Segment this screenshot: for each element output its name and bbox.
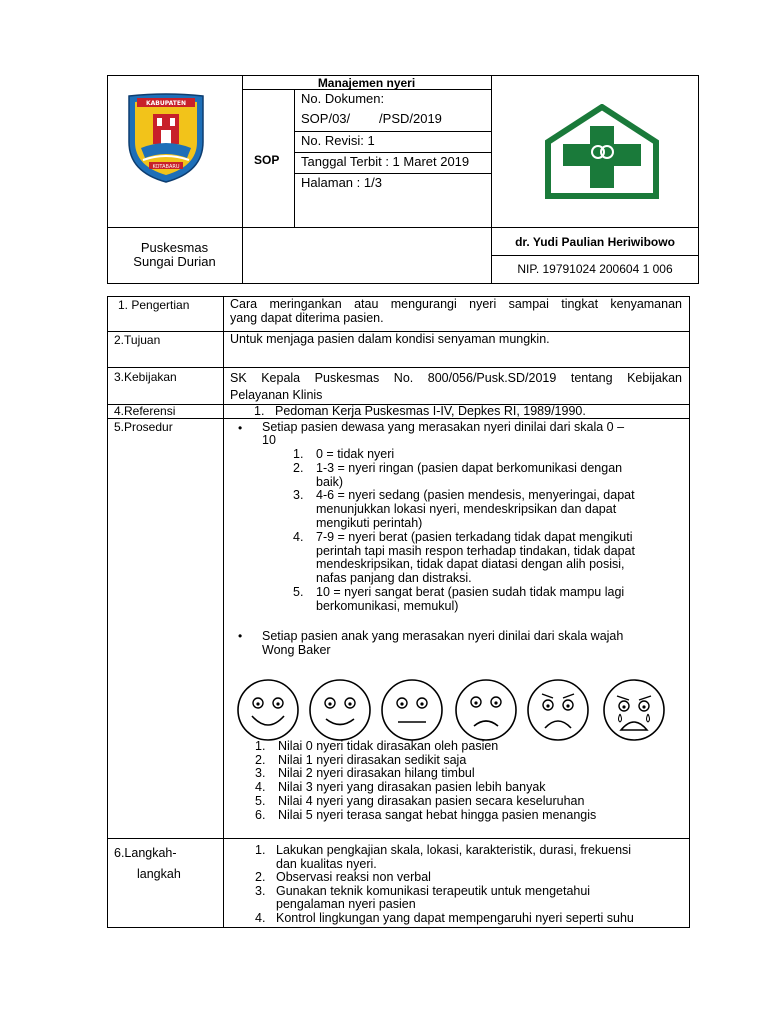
pain-scale-item-text: 0 = tidak nyeri <box>316 447 395 461</box>
nilai-item-num: 3. <box>255 766 266 781</box>
text-referensi: Pedoman Kerja Puskesmas I-IV, Depkes RI, 1989/1990. <box>275 404 586 418</box>
pain-scale-item-text: baik) <box>316 474 344 489</box>
pain-scale-item-text: mendeskripsikan, tidak dapat diatasi dengan alih posisi, <box>316 557 625 572</box>
pain-scale-item-num: 3. <box>293 488 304 503</box>
crest-text-bottom: KOTABARU <box>152 164 180 170</box>
face-0-icon <box>238 680 298 740</box>
nilai-item-num: 2. <box>255 752 266 767</box>
langkah-item-num: 4. <box>255 911 266 925</box>
langkah-item-text: Lakukan pengkajian skala, lokasi, karakteristik, durasi, frekuensi <box>276 843 632 857</box>
text-pengertian: Cara meringankan atau mengurangi nyeri sampai tingkat kenyamanan yang dapat diterima pasien. <box>230 297 682 325</box>
langkah-item-text: Observasi reaksi non verbal <box>276 870 431 885</box>
nilai-item-num: 5. <box>255 793 266 808</box>
revision-no: No. Revisi: 1 <box>301 133 375 148</box>
langkah-item-text: Gunakan teknik komunikasi terapeutik untuk mengetahui <box>276 883 591 898</box>
nilai-item-num: 4. <box>255 780 266 795</box>
langkah-item-num: 3. <box>255 883 266 898</box>
prosedur-bullet1: Setiap pasien dewasa yang merasakan nyeri dinilai dari skala 0 – 10 <box>262 420 625 447</box>
langkah-item-text: dan kualitas nyeri. <box>276 856 377 871</box>
issue-date: Tanggal Terbit : 1 Maret 2019 <box>301 154 470 169</box>
pain-scale-item-text: menunjukkan lokasi nyeri, mendeskripsikan dan dapat <box>316 502 617 517</box>
nilai-item-text: Nilai 2 nyeri dirasakan hilang timbul <box>278 766 475 781</box>
face-4-icon <box>528 680 588 740</box>
doc-no-value: SOP/03/ /PSD/2019 <box>301 111 442 126</box>
pain-scale-item-num: 4. <box>293 529 304 544</box>
bullet-icon: • <box>238 629 243 643</box>
langkah-item-text: Kontrol lingkungan yang dapat mempengaruhi nyeri seperti suhu <box>276 911 634 925</box>
face-2-icon <box>382 680 442 740</box>
signer-nip: NIP. 19791024 200604 1 006 <box>517 262 673 276</box>
label-langkah: 6.Langkah- langkah <box>114 846 181 881</box>
referensi-num: 1. <box>254 404 265 418</box>
crest-text-top: KABUPATEN <box>146 100 186 107</box>
puskesmas-cross-icon <box>543 104 661 200</box>
label-referensi: 4.Referensi <box>114 404 176 418</box>
label-pengertian: 1. Pengertian <box>118 298 190 312</box>
kabupaten-crest-icon <box>125 92 207 184</box>
nilai-item-text: Nilai 3 nyeri yang dirasakan pasien lebih banyak <box>278 780 546 795</box>
nilai-item-num: 6. <box>255 807 266 822</box>
org-name: Puskesmas Sungai Durian <box>133 240 216 269</box>
nilai-item-text: Nilai 4 nyeri yang dirasakan pasien secara keseluruhan <box>278 793 585 808</box>
sop-title: Manajemen nyeri <box>317 76 416 90</box>
nilai-item-num: 1. <box>255 739 266 753</box>
langkah-item-text: pengalaman nyeri pasien <box>276 897 416 912</box>
signer-name: dr. Yudi Paulian Heriwibowo <box>515 235 675 249</box>
text-kebijakan: SK Kepala Puskesmas No. 800/056/Pusk.SD/2019 tentang Kebijakan Pelayanan Klinis <box>230 371 682 402</box>
bullet-icon: • <box>238 421 243 435</box>
pain-scale-item-text: berkomunikasi, memukul) <box>316 598 459 613</box>
pain-scale-item-text: 10 = nyeri sangat berat (pasien sudah tidak mampu lagi <box>316 585 625 599</box>
label-tujuan: 2.Tujuan <box>114 333 161 347</box>
pain-scale-item-text: perintah tapi masih respon terhadap tindakan, tidak dapat <box>316 543 635 558</box>
pain-scale-item-num: 5. <box>293 585 304 599</box>
face-3-icon <box>456 680 516 740</box>
sop-label: SOP <box>254 153 280 167</box>
wong-baker-faces <box>236 678 672 744</box>
text-tujuan: Untuk menjaga pasien dalam kondisi senyaman mungkin. <box>230 332 550 346</box>
label-prosedur: 5.Prosedur <box>114 420 173 434</box>
doc-no-label: No. Dokumen: <box>301 91 385 106</box>
pain-scale-item-text: 1-3 = nyeri ringan (pasien dapat berkomunikasi dengan <box>316 460 623 475</box>
pain-scale-item-num: 2. <box>293 460 304 475</box>
page-number: Halaman : 1/3 <box>301 175 382 190</box>
pain-scale-item-text: 7-9 = nyeri berat (pasien terkadang tidak dapat mengikuti <box>316 529 633 544</box>
face-1-icon <box>310 680 370 740</box>
prosedur-bullet2: Setiap pasien anak yang merasakan nyeri dinilai dari skala wajah Wong Baker <box>262 629 624 657</box>
face-5-icon <box>604 680 664 740</box>
nilai-item-text: Nilai 5 nyeri terasa sangat hebat hingga pasien menangis <box>278 807 597 822</box>
langkah-item-num: 1. <box>255 843 266 857</box>
pain-scale-item-text: 4-6 = nyeri sedang (pasien mendesis, menyeringai, dapat <box>316 488 635 503</box>
pain-scale-item-text: mengikuti perintah) <box>316 516 423 530</box>
nilai-item-text: Nilai 0 nyeri tidak dirasakan oleh pasien <box>278 739 499 753</box>
label-kebijakan: 3.Kebijakan <box>114 370 177 384</box>
nilai-item-text: Nilai 1 nyeri dirasakan sedikit saja <box>278 752 467 767</box>
pain-scale-item-text: nafas panjang dan distraksi. <box>316 571 472 586</box>
pain-scale-item-num: 1. <box>293 447 304 461</box>
langkah-item-num: 2. <box>255 870 266 885</box>
